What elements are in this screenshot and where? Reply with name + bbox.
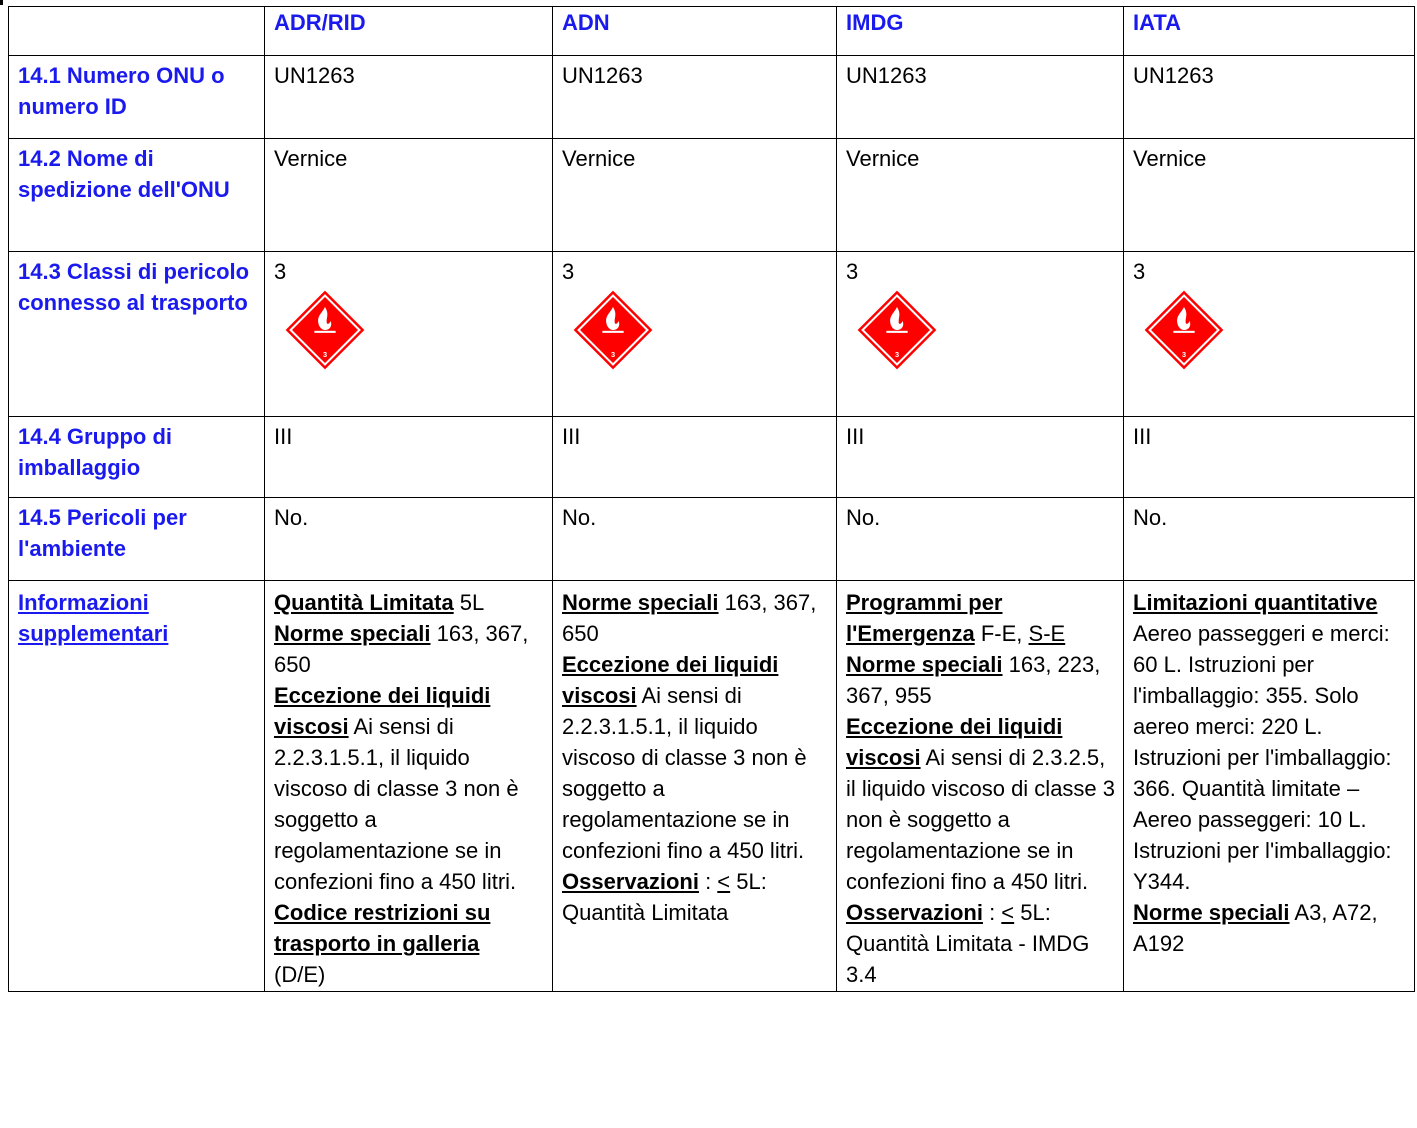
special-provisions-value: 163, 367, 650 [562,590,817,646]
row-label-un-number: 14.1 Numero ONU o numero ID [9,56,265,139]
cell-name-adr: Vernice [265,139,553,252]
special-provisions-value: 163, 367, 650 [274,621,529,677]
remarks-value: 5L: Quantità Limitata - IMDG 3.4 [846,900,1090,987]
row-label-packing-group: 14.4 Gruppo di imballaggio [9,417,265,498]
remarks-value: 5L: Quantità Limitata [562,869,767,925]
flammable-liquid-class-3-icon [1143,289,1225,371]
cell-un-adn: UN1263 [553,56,837,139]
class-value: 3 [274,259,287,284]
cell-class-iata [1124,252,1415,417]
ems-value: F-E, [974,621,1029,646]
row-shipping-name [9,139,1415,252]
viscous-exception-label: Eccezione dei liquidi viscosi [274,683,491,739]
pictogram-number: 3 [1181,350,1187,360]
cell-pg-adr: III [265,417,553,498]
row-hazard-class [9,252,1415,417]
cell-class-adr [265,252,553,417]
row-packing-group [9,417,1415,498]
cell-pg-iata: III [1124,417,1415,498]
cell-env-imdg: No. [837,498,1124,581]
row-label-supplementary [9,581,265,992]
limited-quantity-value: 5L [453,590,485,615]
header-adr-rid: ADR/RID [265,7,553,56]
class-value: 3 [1133,259,1146,284]
pictogram-number: 3 [610,350,616,360]
cell-class-imdg [837,252,1124,417]
cell-env-adn: No. [553,498,837,581]
viscous-exception-text: Ai sensi di 2.2.3.1.5.1, il liquido viscoso di classe 3 non è soggetto a regolamentazione se in confezioni fino a 450 litri. [274,714,519,894]
special-provisions-label: Norme speciali [1133,900,1290,925]
pictogram-number: 3 [894,350,900,360]
ems-label: Programmi per l'Emergenza [846,590,1003,646]
cell-supp-adr [265,581,553,992]
cell-un-adr: UN1263 [265,56,553,139]
header-adn: ADN [553,7,837,56]
cell-pg-adn: III [553,417,837,498]
header-imdg: IMDG [837,7,1124,56]
page-corner-mark [0,0,3,5]
row-label-shipping-name: 14.2 Nome di spedizione dell'ONU [9,139,265,252]
special-provisions-label: Norme speciali [562,590,719,615]
class-value: 3 [846,259,859,284]
quantity-limits-label: Limitazioni quantitative [1133,590,1378,615]
pictogram-number: 3 [322,350,328,360]
remarks-separator: : [982,900,1002,925]
row-un-number [9,56,1415,139]
special-provisions-value: A3, A72, A192 [1133,900,1378,956]
tunnel-code-value: (D/E) [274,962,326,987]
cell-name-iata: Vernice [1124,139,1415,252]
cell-supp-iata [1124,581,1415,992]
ems-value-secondary: S-E [1028,621,1066,646]
class-value: 3 [562,259,575,284]
row-environment [9,498,1415,581]
remarks-le-sign: < [717,869,731,894]
transport-info-table [8,6,1415,992]
row-label-hazard-class: 14.3 Classi di pericolo connesso al trasporto [9,252,265,417]
viscous-exception-label: Eccezione dei liquidi viscosi [846,714,1063,770]
viscous-exception-text: Ai sensi di 2.3.2.5, il liquido viscoso di classe 3 non è soggetto a regolamentazione se in confezioni fino a 450 litri. [846,745,1116,894]
supplementary-info-link[interactable]: Informazioni supplementari [18,590,169,646]
row-label-environment: 14.5 Pericoli per l'ambiente [9,498,265,581]
cell-name-imdg: Vernice [837,139,1124,252]
row-supplementary [9,581,1415,992]
header-iata: IATA [1124,7,1415,56]
cell-supp-adn [553,581,837,992]
remarks-label: Osservazioni [562,869,699,894]
cell-class-adn [553,252,837,417]
cell-pg-imdg: III [837,417,1124,498]
special-provisions-label: Norme speciali [846,652,1003,677]
remarks-le-sign: < [1001,900,1015,925]
viscous-exception-text: Ai sensi di 2.2.3.1.5.1, il liquido viscoso di classe 3 non è soggetto a regolamentazione se in confezioni fino a 450 litri. [562,683,807,863]
quantity-limits-text: Aereo passeggeri e merci: 60 L. Istruzioni per l'imballaggio: 355. Solo aereo merci: 220 L. Istruzioni per l'imballaggio: 366. Quantità limitate – Aereo passeggeri: 10 L. Istruzioni per l'imballaggio: Y344. [1133,621,1392,894]
flammable-liquid-class-3-icon [284,289,366,371]
flammable-liquid-class-3-icon [856,289,938,371]
limited-quantity-label: Quantità Limitata [274,590,454,615]
special-provisions-value: 163, 223, 367, 955 [846,652,1101,708]
special-provisions-label: Norme speciali [274,621,431,646]
cell-un-imdg: UN1263 [837,56,1124,139]
cell-env-adr: No. [265,498,553,581]
header-row [9,7,1415,56]
cell-name-adn: Vernice [553,139,837,252]
header-empty [9,7,265,56]
remarks-separator: : [698,869,718,894]
remarks-label: Osservazioni [846,900,983,925]
cell-supp-imdg [837,581,1124,992]
flammable-liquid-class-3-icon [572,289,654,371]
cell-un-iata: UN1263 [1124,56,1415,139]
viscous-exception-label: Eccezione dei liquidi viscosi [562,652,779,708]
cell-env-iata: No. [1124,498,1415,581]
tunnel-code-label: Codice restrizioni su trasporto in galleria [274,900,491,956]
